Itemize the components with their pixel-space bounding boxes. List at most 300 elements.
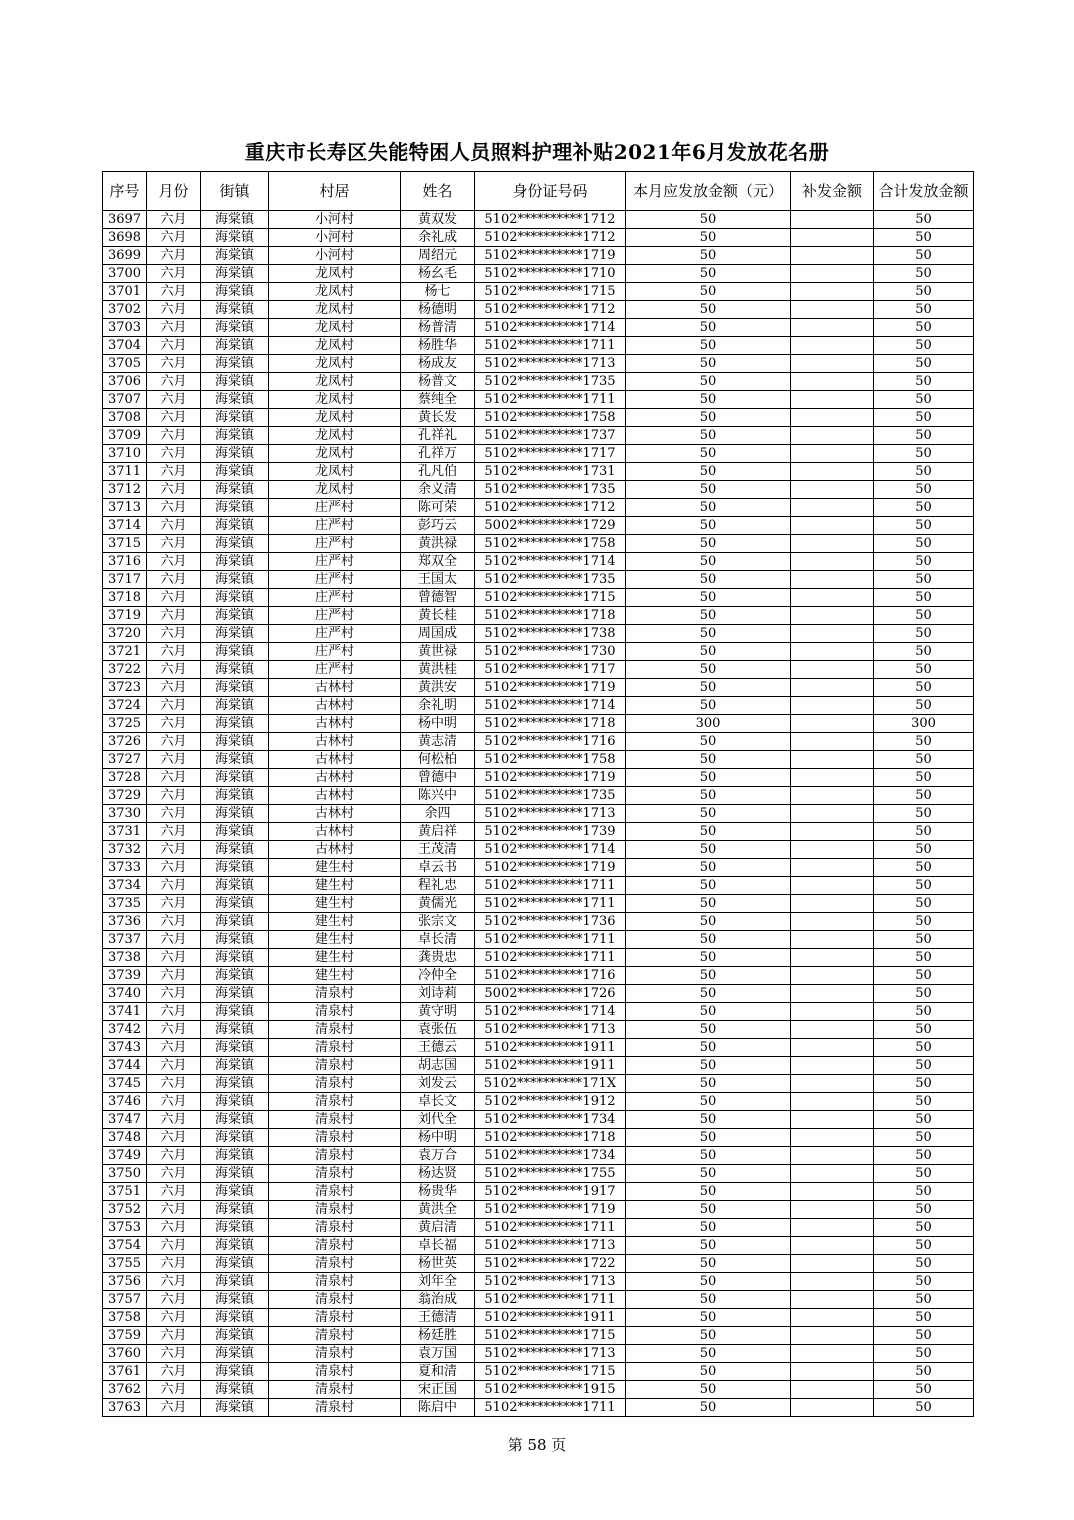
seq-cell: 3709	[103, 427, 147, 445]
village-cell: 建生村	[269, 895, 401, 913]
id-number-cell: 5102**********1730	[475, 643, 626, 661]
table-row	[103, 1057, 974, 1075]
total-cell: 50	[874, 1381, 974, 1399]
table-row	[103, 715, 974, 733]
supplement-cell	[791, 1255, 874, 1273]
name-cell: 孔祥礼	[401, 427, 475, 445]
name-cell: 蔡纯全	[401, 391, 475, 409]
town-cell: 海棠镇	[201, 949, 269, 967]
town-cell: 海棠镇	[201, 391, 269, 409]
month-cell: 六月	[147, 1237, 201, 1255]
total-cell: 300	[874, 715, 974, 733]
col-header-total: 合计发放金额	[874, 172, 974, 211]
total-cell: 50	[874, 787, 974, 805]
seq-cell: 3743	[103, 1039, 147, 1057]
month-cell: 六月	[147, 1345, 201, 1363]
amount-cell: 50	[626, 841, 791, 859]
amount-cell: 50	[626, 1147, 791, 1165]
supplement-cell	[791, 319, 874, 337]
name-cell: 刘诗莉	[401, 985, 475, 1003]
table-row	[103, 841, 974, 859]
month-cell: 六月	[147, 805, 201, 823]
seq-cell: 3710	[103, 445, 147, 463]
seq-cell: 3763	[103, 1399, 147, 1417]
id-number-cell: 5102**********1915	[475, 1381, 626, 1399]
name-cell: 余义清	[401, 481, 475, 499]
table-row	[103, 1183, 974, 1201]
village-cell: 庄严村	[269, 517, 401, 535]
header-row	[103, 172, 974, 211]
id-number-cell: 5102**********1714	[475, 553, 626, 571]
amount-cell: 50	[626, 481, 791, 499]
id-number-cell: 5102**********1710	[475, 265, 626, 283]
supplement-cell	[791, 589, 874, 607]
seq-cell: 3730	[103, 805, 147, 823]
seq-cell: 3723	[103, 679, 147, 697]
amount-cell: 50	[626, 1039, 791, 1057]
month-cell: 六月	[147, 967, 201, 985]
seq-cell: 3725	[103, 715, 147, 733]
id-number-cell: 5102**********1734	[475, 1111, 626, 1129]
total-cell: 50	[874, 1219, 974, 1237]
id-number-cell: 5102**********1713	[475, 355, 626, 373]
name-cell: 黄启清	[401, 1219, 475, 1237]
supplement-cell	[791, 895, 874, 913]
supplement-cell	[791, 643, 874, 661]
village-cell: 清泉村	[269, 1003, 401, 1021]
total-cell: 50	[874, 589, 974, 607]
amount-cell: 50	[626, 1273, 791, 1291]
town-cell: 海棠镇	[201, 1183, 269, 1201]
amount-cell: 50	[626, 661, 791, 679]
seq-cell: 3748	[103, 1129, 147, 1147]
town-cell: 海棠镇	[201, 661, 269, 679]
table-row	[103, 1291, 974, 1309]
seq-cell: 3750	[103, 1165, 147, 1183]
supplement-cell	[791, 1291, 874, 1309]
supplement-cell	[791, 1237, 874, 1255]
village-cell: 龙凤村	[269, 481, 401, 499]
seq-cell: 3742	[103, 1021, 147, 1039]
total-cell: 50	[874, 463, 974, 481]
table-row	[103, 1147, 974, 1165]
id-number-cell: 5002**********1729	[475, 517, 626, 535]
supplement-cell	[791, 787, 874, 805]
village-cell: 清泉村	[269, 1219, 401, 1237]
amount-cell: 50	[626, 355, 791, 373]
month-cell: 六月	[147, 643, 201, 661]
amount-cell: 50	[626, 1291, 791, 1309]
town-cell: 海棠镇	[201, 625, 269, 643]
name-cell: 袁万国	[401, 1345, 475, 1363]
village-cell: 庄严村	[269, 661, 401, 679]
id-number-cell: 5102**********1711	[475, 1399, 626, 1417]
month-cell: 六月	[147, 355, 201, 373]
name-cell: 黄世禄	[401, 643, 475, 661]
total-cell: 50	[874, 265, 974, 283]
amount-cell: 50	[626, 1255, 791, 1273]
month-cell: 六月	[147, 1165, 201, 1183]
village-cell: 龙凤村	[269, 427, 401, 445]
table-row	[103, 229, 974, 247]
amount-cell: 50	[626, 265, 791, 283]
town-cell: 海棠镇	[201, 1327, 269, 1345]
name-cell: 王国太	[401, 571, 475, 589]
month-cell: 六月	[147, 1039, 201, 1057]
id-number-cell: 5102**********1713	[475, 1021, 626, 1039]
id-number-cell: 5102**********1718	[475, 715, 626, 733]
amount-cell: 50	[626, 1165, 791, 1183]
name-cell: 余礼明	[401, 697, 475, 715]
town-cell: 海棠镇	[201, 1111, 269, 1129]
supplement-cell	[791, 751, 874, 769]
total-cell: 50	[874, 445, 974, 463]
total-cell: 50	[874, 697, 974, 715]
month-cell: 六月	[147, 733, 201, 751]
town-cell: 海棠镇	[201, 499, 269, 517]
total-cell: 50	[874, 949, 974, 967]
town-cell: 海棠镇	[201, 607, 269, 625]
amount-cell: 50	[626, 913, 791, 931]
amount-cell: 50	[626, 949, 791, 967]
supplement-cell	[791, 391, 874, 409]
village-cell: 庄严村	[269, 571, 401, 589]
total-cell: 50	[874, 679, 974, 697]
table-row	[103, 1075, 974, 1093]
total-cell: 50	[874, 1129, 974, 1147]
village-cell: 清泉村	[269, 1201, 401, 1219]
table-row	[103, 949, 974, 967]
month-cell: 六月	[147, 769, 201, 787]
name-cell: 刘代全	[401, 1111, 475, 1129]
id-number-cell: 5102**********1715	[475, 1363, 626, 1381]
table-row	[103, 1039, 974, 1057]
amount-cell: 50	[626, 679, 791, 697]
table-row	[103, 697, 974, 715]
month-cell: 六月	[147, 1291, 201, 1309]
amount-cell: 50	[626, 427, 791, 445]
month-cell: 六月	[147, 1201, 201, 1219]
id-number-cell: 5102**********1713	[475, 1345, 626, 1363]
total-cell: 50	[874, 1021, 974, 1039]
col-header-town: 街镇	[201, 172, 269, 211]
seq-cell: 3702	[103, 301, 147, 319]
seq-cell: 3755	[103, 1255, 147, 1273]
table-row	[103, 1021, 974, 1039]
id-number-cell: 5102**********1712	[475, 211, 626, 229]
total-cell: 50	[874, 427, 974, 445]
amount-cell: 50	[626, 751, 791, 769]
amount-cell: 50	[626, 571, 791, 589]
month-cell: 六月	[147, 1273, 201, 1291]
total-cell: 50	[874, 1003, 974, 1021]
id-number-cell: 5102**********1758	[475, 409, 626, 427]
id-number-cell: 5102**********1736	[475, 913, 626, 931]
name-cell: 冷仲全	[401, 967, 475, 985]
table-row	[103, 661, 974, 679]
table-row	[103, 967, 974, 985]
total-cell: 50	[874, 571, 974, 589]
id-number-cell: 5102**********1715	[475, 1327, 626, 1345]
col-header-seq: 序号	[103, 172, 147, 211]
village-cell: 建生村	[269, 949, 401, 967]
seq-cell: 3745	[103, 1075, 147, 1093]
total-cell: 50	[874, 499, 974, 517]
name-cell: 孔凡伯	[401, 463, 475, 481]
total-cell: 50	[874, 1147, 974, 1165]
id-number-cell: 5102**********1719	[475, 1201, 626, 1219]
seq-cell: 3714	[103, 517, 147, 535]
month-cell: 六月	[147, 301, 201, 319]
name-cell: 杨贵华	[401, 1183, 475, 1201]
name-cell: 杨世英	[401, 1255, 475, 1273]
name-cell: 杨普文	[401, 373, 475, 391]
month-cell: 六月	[147, 319, 201, 337]
id-number-cell: 5102**********1711	[475, 391, 626, 409]
month-cell: 六月	[147, 427, 201, 445]
seq-cell: 3715	[103, 535, 147, 553]
town-cell: 海棠镇	[201, 913, 269, 931]
id-number-cell: 5102**********1912	[475, 1093, 626, 1111]
seq-cell: 3697	[103, 211, 147, 229]
amount-cell: 50	[626, 1183, 791, 1201]
table-row	[103, 373, 974, 391]
total-cell: 50	[874, 769, 974, 787]
month-cell: 六月	[147, 949, 201, 967]
supplement-cell	[791, 877, 874, 895]
village-cell: 清泉村	[269, 1327, 401, 1345]
name-cell: 杨达贤	[401, 1165, 475, 1183]
total-cell: 50	[874, 1237, 974, 1255]
village-cell: 龙凤村	[269, 319, 401, 337]
seq-cell: 3761	[103, 1363, 147, 1381]
seq-cell: 3711	[103, 463, 147, 481]
total-cell: 50	[874, 247, 974, 265]
seq-cell: 3717	[103, 571, 147, 589]
month-cell: 六月	[147, 787, 201, 805]
amount-cell: 50	[626, 283, 791, 301]
amount-cell: 50	[626, 1057, 791, 1075]
village-cell: 古林村	[269, 841, 401, 859]
col-header-village: 村居	[269, 172, 401, 211]
name-cell: 胡志国	[401, 1057, 475, 1075]
month-cell: 六月	[147, 625, 201, 643]
table-row	[103, 427, 974, 445]
village-cell: 清泉村	[269, 1237, 401, 1255]
id-number-cell: 5102**********1716	[475, 733, 626, 751]
total-cell: 50	[874, 895, 974, 913]
village-cell: 清泉村	[269, 1093, 401, 1111]
town-cell: 海棠镇	[201, 1309, 269, 1327]
supplement-cell	[791, 823, 874, 841]
total-cell: 50	[874, 1093, 974, 1111]
id-number-cell: 5102**********1911	[475, 1039, 626, 1057]
table-row	[103, 391, 974, 409]
village-cell: 龙凤村	[269, 409, 401, 427]
amount-cell: 50	[626, 229, 791, 247]
village-cell: 清泉村	[269, 1291, 401, 1309]
month-cell: 六月	[147, 661, 201, 679]
village-cell: 庄严村	[269, 643, 401, 661]
village-cell: 古林村	[269, 679, 401, 697]
month-cell: 六月	[147, 211, 201, 229]
amount-cell: 50	[626, 301, 791, 319]
total-cell: 50	[874, 859, 974, 877]
supplement-cell	[791, 1309, 874, 1327]
supplement-cell	[791, 1183, 874, 1201]
seq-cell: 3729	[103, 787, 147, 805]
table-row	[103, 355, 974, 373]
name-cell: 杨中明	[401, 715, 475, 733]
seq-cell: 3706	[103, 373, 147, 391]
total-cell: 50	[874, 229, 974, 247]
town-cell: 海棠镇	[201, 1129, 269, 1147]
village-cell: 龙凤村	[269, 265, 401, 283]
seq-cell: 3734	[103, 877, 147, 895]
supplement-cell	[791, 931, 874, 949]
table-row	[103, 571, 974, 589]
total-cell: 50	[874, 931, 974, 949]
total-cell: 50	[874, 1039, 974, 1057]
id-number-cell: 5102**********1711	[475, 337, 626, 355]
name-cell: 黄洪安	[401, 679, 475, 697]
name-cell: 王德云	[401, 1039, 475, 1057]
id-number-cell: 5102**********1735	[475, 481, 626, 499]
total-cell: 50	[874, 1399, 974, 1417]
amount-cell: 50	[626, 967, 791, 985]
table-row	[103, 481, 974, 499]
supplement-cell	[791, 211, 874, 229]
town-cell: 海棠镇	[201, 463, 269, 481]
month-cell: 六月	[147, 481, 201, 499]
name-cell: 王德清	[401, 1309, 475, 1327]
seq-cell: 3700	[103, 265, 147, 283]
month-cell: 六月	[147, 859, 201, 877]
total-cell: 50	[874, 1273, 974, 1291]
village-cell: 清泉村	[269, 1255, 401, 1273]
name-cell: 杨普清	[401, 319, 475, 337]
table-row	[103, 1309, 974, 1327]
table-row	[103, 1201, 974, 1219]
table-row	[103, 913, 974, 931]
id-number-cell: 5102**********1716	[475, 967, 626, 985]
id-number-cell: 5102**********1737	[475, 427, 626, 445]
supplement-cell	[791, 499, 874, 517]
name-cell: 卓长文	[401, 1093, 475, 1111]
seq-cell: 3749	[103, 1147, 147, 1165]
name-cell: 张宗文	[401, 913, 475, 931]
town-cell: 海棠镇	[201, 373, 269, 391]
name-cell: 黄长桂	[401, 607, 475, 625]
amount-cell: 50	[626, 1219, 791, 1237]
col-header-id: 身份证号码	[475, 172, 626, 211]
total-cell: 50	[874, 535, 974, 553]
total-cell: 50	[874, 967, 974, 985]
id-number-cell: 5102**********1711	[475, 1219, 626, 1237]
town-cell: 海棠镇	[201, 211, 269, 229]
seq-cell: 3720	[103, 625, 147, 643]
total-cell: 50	[874, 391, 974, 409]
town-cell: 海棠镇	[201, 1363, 269, 1381]
name-cell: 袁张伍	[401, 1021, 475, 1039]
table-row	[103, 931, 974, 949]
amount-cell: 50	[626, 247, 791, 265]
month-cell: 六月	[147, 895, 201, 913]
seq-cell: 3703	[103, 319, 147, 337]
name-cell: 杨成友	[401, 355, 475, 373]
table-row	[103, 805, 974, 823]
id-number-cell: 5102**********1713	[475, 1237, 626, 1255]
total-cell: 50	[874, 553, 974, 571]
id-number-cell: 5102**********1911	[475, 1057, 626, 1075]
town-cell: 海棠镇	[201, 409, 269, 427]
supplement-cell	[791, 1021, 874, 1039]
name-cell: 余礼成	[401, 229, 475, 247]
month-cell: 六月	[147, 373, 201, 391]
village-cell: 清泉村	[269, 1129, 401, 1147]
id-number-cell: 5102**********1738	[475, 625, 626, 643]
id-number-cell: 5102**********1715	[475, 589, 626, 607]
name-cell: 袁万合	[401, 1147, 475, 1165]
total-cell: 50	[874, 283, 974, 301]
total-cell: 50	[874, 409, 974, 427]
col-header-name: 姓名	[401, 172, 475, 211]
table-row	[103, 445, 974, 463]
table-row	[103, 643, 974, 661]
village-cell: 龙凤村	[269, 373, 401, 391]
month-cell: 六月	[147, 1219, 201, 1237]
month-cell: 六月	[147, 337, 201, 355]
id-number-cell: 5102**********1711	[475, 877, 626, 895]
village-cell: 古林村	[269, 697, 401, 715]
seq-cell: 3699	[103, 247, 147, 265]
amount-cell: 50	[626, 1201, 791, 1219]
name-cell: 黄长发	[401, 409, 475, 427]
month-cell: 六月	[147, 1093, 201, 1111]
seq-cell: 3756	[103, 1273, 147, 1291]
name-cell: 宋正国	[401, 1381, 475, 1399]
supplement-cell	[791, 337, 874, 355]
id-number-cell: 5102**********1911	[475, 1309, 626, 1327]
month-cell: 六月	[147, 409, 201, 427]
month-cell: 六月	[147, 553, 201, 571]
seq-cell: 3739	[103, 967, 147, 985]
table-row	[103, 283, 974, 301]
table-row	[103, 1345, 974, 1363]
month-cell: 六月	[147, 1363, 201, 1381]
month-cell: 六月	[147, 1111, 201, 1129]
supplement-cell	[791, 733, 874, 751]
seq-cell: 3735	[103, 895, 147, 913]
total-cell: 50	[874, 301, 974, 319]
table-row	[103, 1165, 974, 1183]
seq-cell: 3759	[103, 1327, 147, 1345]
total-cell: 50	[874, 1201, 974, 1219]
town-cell: 海棠镇	[201, 985, 269, 1003]
village-cell: 庄严村	[269, 535, 401, 553]
name-cell: 王茂清	[401, 841, 475, 859]
month-cell: 六月	[147, 607, 201, 625]
amount-cell: 50	[626, 1345, 791, 1363]
total-cell: 50	[874, 1111, 974, 1129]
month-cell: 六月	[147, 1255, 201, 1273]
village-cell: 清泉村	[269, 1021, 401, 1039]
table-row	[103, 1129, 974, 1147]
total-cell: 50	[874, 661, 974, 679]
seq-cell: 3718	[103, 589, 147, 607]
name-cell: 刘年全	[401, 1273, 475, 1291]
town-cell: 海棠镇	[201, 1057, 269, 1075]
